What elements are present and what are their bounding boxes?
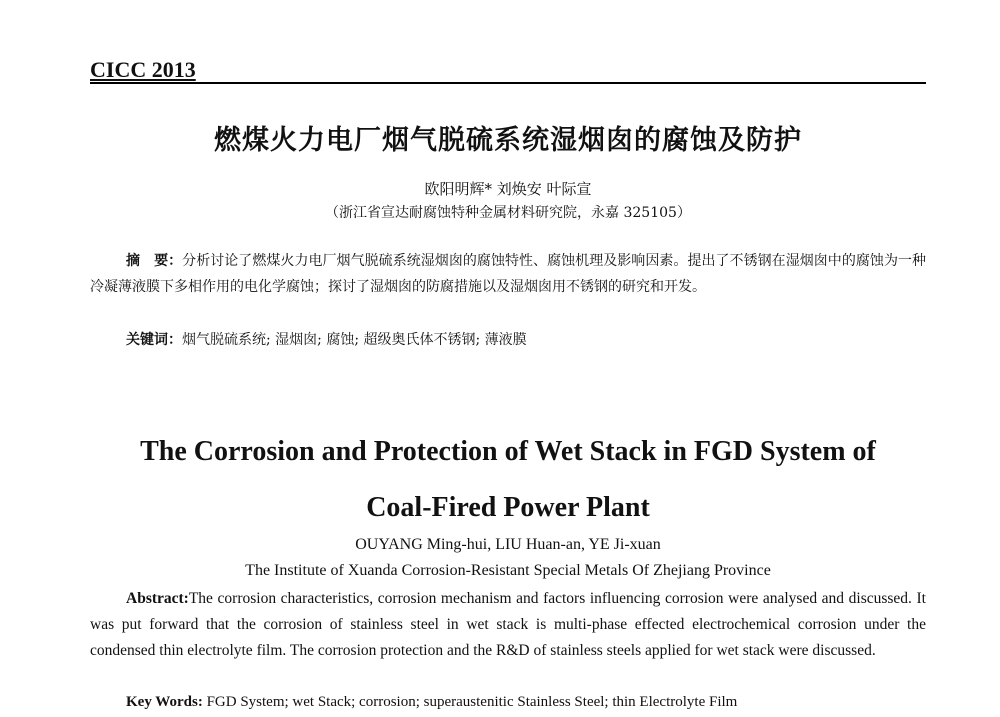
english-affiliation: The Institute of Xuanda Corrosion-Resistant Special Metals Of Zhejiang Province [245,562,771,579]
english-title [90,424,926,536]
english-title-line-1: The Corrosion and Protection of Wet Stack in FGD System of [140,436,876,467]
conference-label: CICC 2013 [90,57,196,82]
header-rule [90,56,926,84]
chinese-title: 燃煤火力电厂烟气脱硫系统湿烟囱的腐蚀及防护 [214,125,802,156]
chinese-keywords-text: 烟气脱硫系统; 湿烟囱; 腐蚀; 超级奥氏体不锈钢; 薄液膜 [182,332,527,348]
english-abstract-text: The corrosion characteristics, corrosion mechanism and factors influencing corrosion were analysed and discussed. It was put forward that the corrosion of stainless steel in wet stack is multi-phase effected electrochemical corrosion under the condensed thin electrolyte film. The corrosion protection and the R&D of stainless steels applied for wet stack were discussed. [90,590,926,659]
chinese-abstract-text: 分析讨论了燃煤火力电厂烟气脱硫系统湿烟囱的腐蚀特性、腐蚀机理及影响因素。提出了不锈钢在湿烟囱中的腐蚀为一种冷凝薄液膜下多相作用的电化学腐蚀；探讨了湿烟囱的防腐措施以及湿烟囱用不锈钢的研究和开发。 [90,253,927,295]
chinese-abstract-label: 摘 要： [126,253,183,269]
english-keywords-label: Key Words: [126,694,203,710]
chinese-affiliation: （浙江省宣达耐腐蚀特种金属材料研究院，永嘉 325105） [325,205,691,221]
english-keywords [126,692,926,712]
english-abstract-label: Abstract: [126,590,189,607]
english-title-line-2: Coal-Fired Power Plant [366,492,650,523]
chinese-keywords-label: 关键词： [126,332,182,348]
english-keywords-text: FGD System; wet Stack; corrosion; superaustenitic Stainless Steel; thin Electrolyte Film [202,694,738,710]
english-abstract [90,586,926,664]
chinese-authors: 欧阳明辉* 刘焕安 叶际宣 [424,180,592,198]
english-authors: OUYANG Ming-hui, LIU Huan-an, YE Ji-xuan [355,536,661,553]
chinese-abstract [90,248,926,300]
chinese-keywords [126,330,926,350]
